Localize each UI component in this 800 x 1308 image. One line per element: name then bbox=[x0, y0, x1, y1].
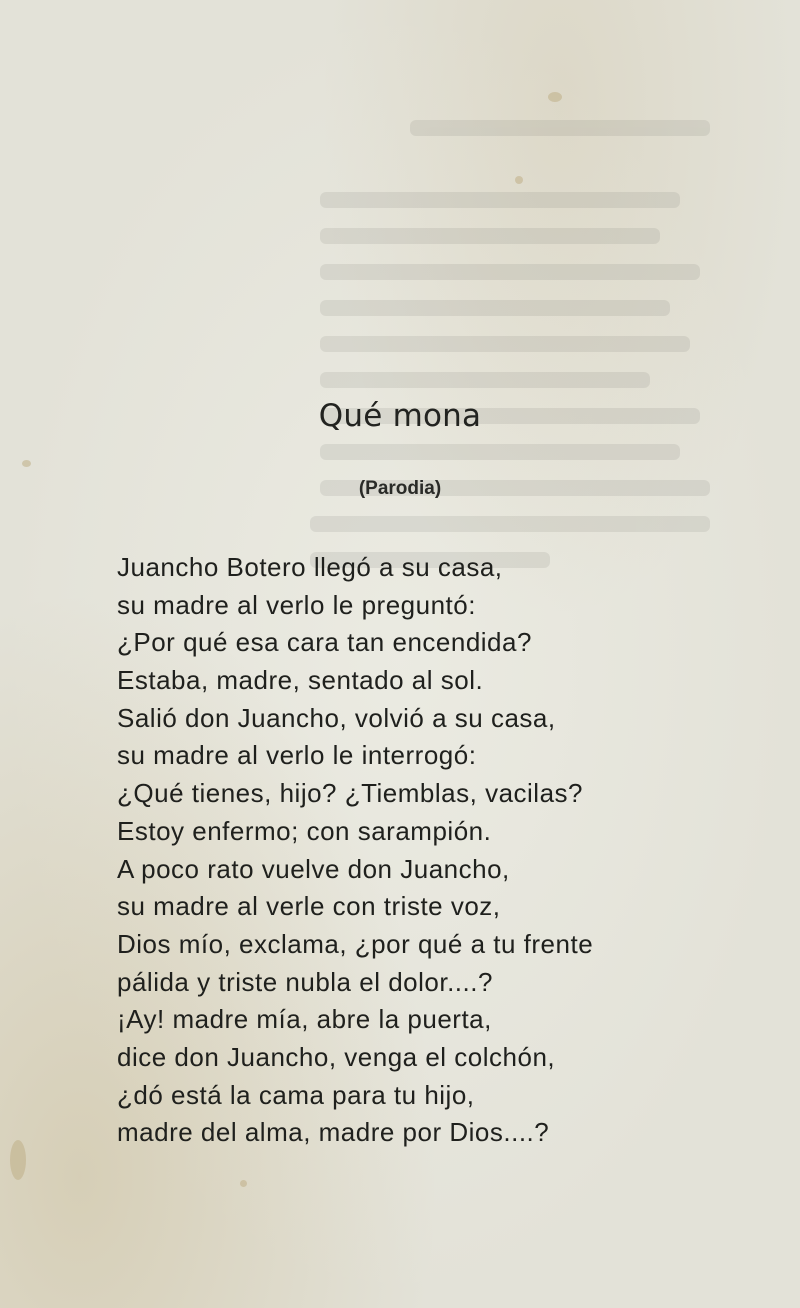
show-through-line bbox=[320, 192, 680, 208]
poem-line: pálida y triste nubla el dolor....? bbox=[117, 966, 493, 997]
show-through-line bbox=[320, 444, 680, 460]
poem-line: ¡Ay! madre mía, abre la puerta, bbox=[117, 1004, 492, 1035]
poem-line: Juancho Botero llegó a su casa, bbox=[117, 552, 503, 582]
poem-title: Qué mona bbox=[318, 398, 482, 434]
show-through-line bbox=[310, 516, 710, 532]
poem-line: ¿Por qué esa cara tan encendida? bbox=[117, 627, 532, 658]
poem-line: Dios mío, exclama, ¿por qué a tu frente bbox=[117, 928, 594, 959]
paper-speck bbox=[548, 92, 562, 102]
show-through-line bbox=[410, 120, 710, 136]
poem-line: A poco rato vuelve don Juancho, bbox=[117, 853, 510, 884]
poem-line: su madre al verlo le preguntó: bbox=[117, 589, 476, 620]
poem-line: su madre al verlo le interrogó: bbox=[117, 740, 477, 771]
paper-speck bbox=[240, 1180, 247, 1187]
poem-line: ¿dó está la cama para tu hijo, bbox=[117, 1079, 475, 1110]
paper-speck bbox=[10, 1140, 26, 1180]
poem-subtitle: (Parodia) bbox=[358, 478, 442, 499]
poem-line: su madre al verle con triste voz, bbox=[117, 891, 501, 922]
show-through-text bbox=[300, 100, 720, 580]
poem-line: Salió don Juancho, volvió a su casa, bbox=[117, 702, 556, 733]
show-through-line bbox=[320, 372, 650, 388]
poem-line: madre del alma, madre por Dios....? bbox=[117, 1117, 550, 1148]
poem-body bbox=[117, 549, 757, 1152]
poem-line: dice don Juancho, venga el colchón, bbox=[117, 1041, 556, 1072]
show-through-line bbox=[320, 228, 660, 244]
show-through-line bbox=[320, 336, 690, 352]
paper-speck bbox=[22, 460, 31, 467]
paper-speck bbox=[515, 176, 523, 184]
show-through-line bbox=[320, 300, 670, 316]
show-through-line bbox=[320, 264, 700, 280]
poem-line: Estoy enfermo; con sarampión. bbox=[117, 815, 492, 846]
poem-line: ¿Qué tienes, hijo? ¿Tiemblas, vacilas? bbox=[117, 778, 584, 809]
poem-line: Estaba, madre, sentado al sol. bbox=[117, 665, 484, 696]
